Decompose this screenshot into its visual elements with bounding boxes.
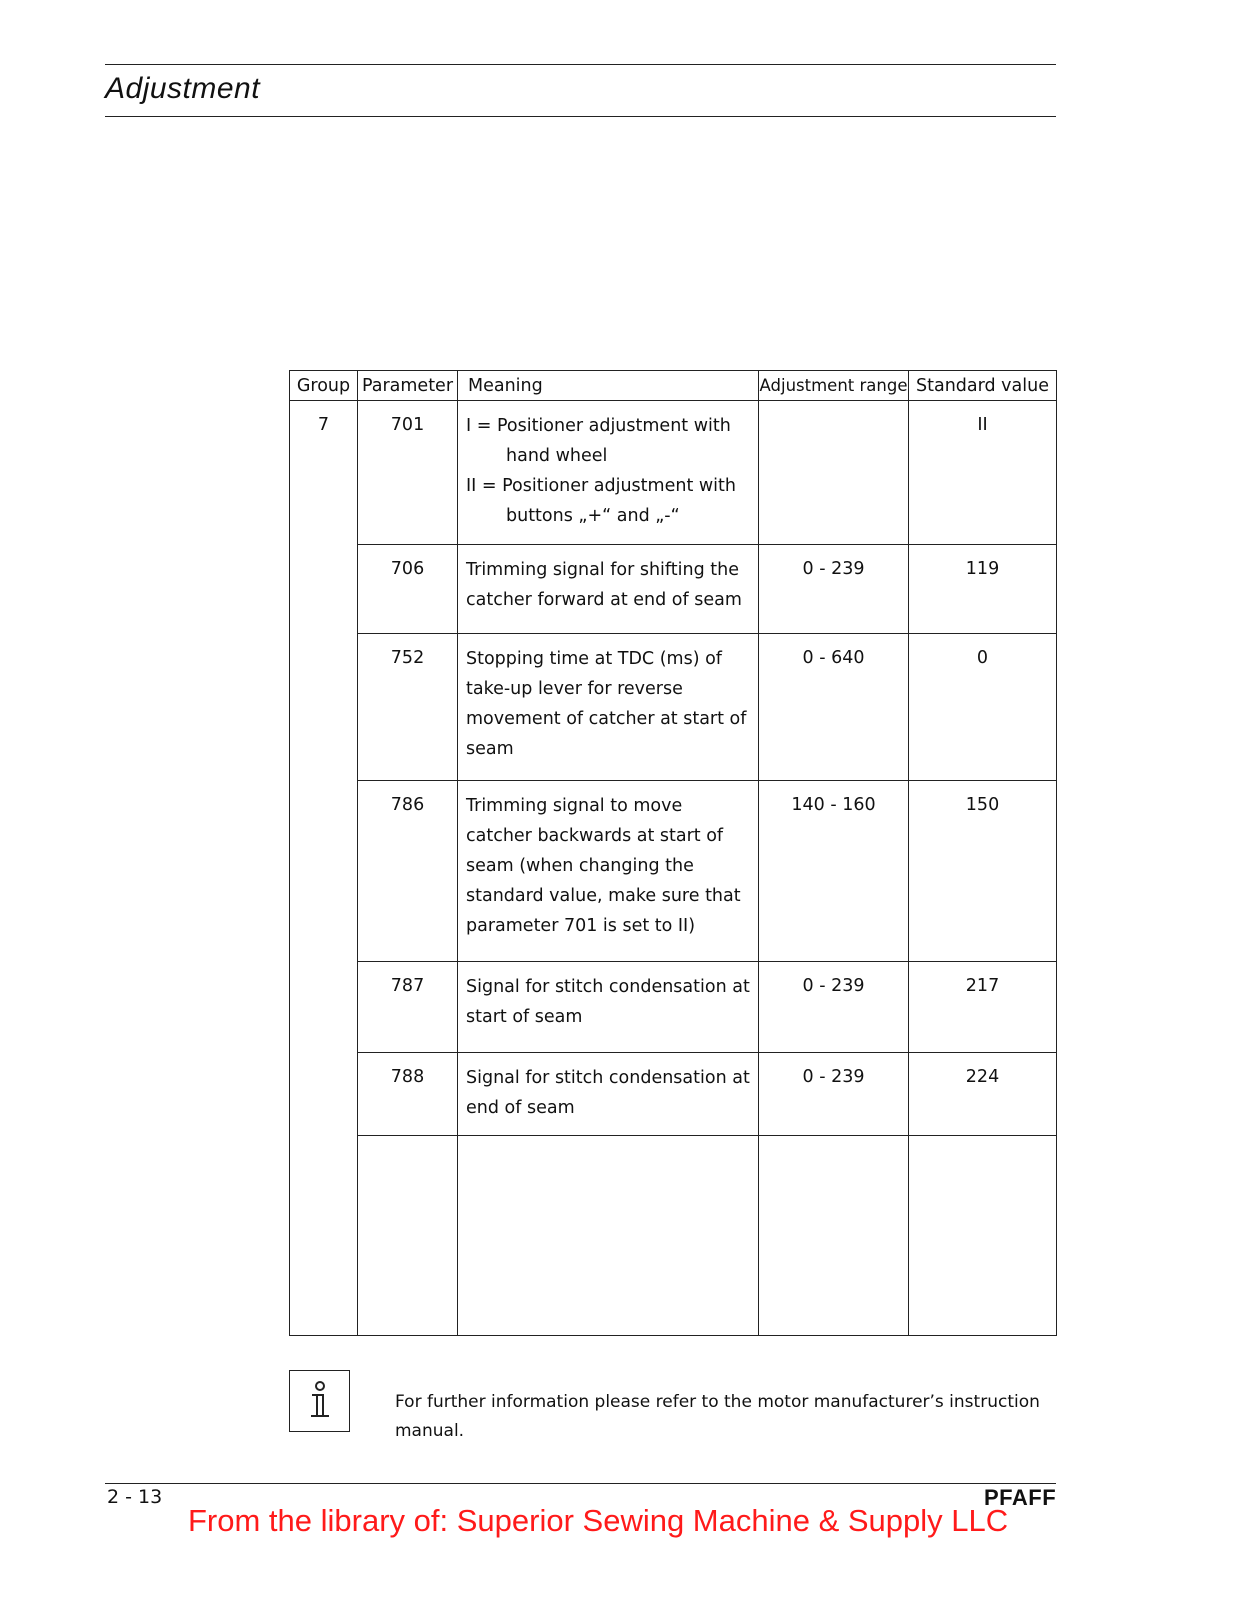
table-header-row xyxy=(290,371,1057,401)
page-number: 2 - 13 xyxy=(107,1486,163,1508)
column-header-group: Group xyxy=(290,371,358,401)
standard-value-cell: II xyxy=(909,401,1057,545)
parameter-table xyxy=(289,370,1057,1336)
library-stamp: From the library of: Superior Sewing Machine & Supply LLC xyxy=(188,1503,1009,1538)
meaning-cell: Trimming signal to move catcher backwards at start of seam (when changing the standard value, make sure that parameter 701 is set to II) xyxy=(458,781,759,962)
page-title: Adjustment xyxy=(105,72,261,105)
column-header-standard-value: Standard value xyxy=(909,371,1057,401)
range-cell xyxy=(759,401,909,545)
standard-value-cell: 217 xyxy=(909,962,1057,1053)
option-line: II = Positioner adjustment with xyxy=(466,476,736,496)
meaning-cell xyxy=(458,401,759,545)
header-bottom-rule xyxy=(105,116,1056,117)
column-header-parameter: Parameter xyxy=(358,371,458,401)
standard-value-cell: 0 xyxy=(909,634,1057,781)
empty-cell xyxy=(909,1136,1057,1336)
standard-value-cell: 119 xyxy=(909,545,1057,634)
empty-cell xyxy=(358,1136,458,1336)
footer-rule xyxy=(105,1483,1056,1484)
parameter-cell: 787 xyxy=(358,962,458,1053)
meaning-cell: Trimming signal for shifting the catcher forward at end of seam xyxy=(458,545,759,634)
parameter-cell: 786 xyxy=(358,781,458,962)
standard-value-cell: 224 xyxy=(909,1053,1057,1136)
table-row xyxy=(290,545,1057,634)
range-cell: 140 - 160 xyxy=(759,781,909,962)
empty-cell xyxy=(458,1136,759,1336)
option-line: buttons „+“ and „-“ xyxy=(506,506,680,526)
table-row xyxy=(290,401,1057,545)
info-note-text: For further information please refer to the motor manufacturer’s instruction manual. xyxy=(395,1392,1040,1441)
range-cell: 0 - 239 xyxy=(759,545,909,634)
column-header-meaning: Meaning xyxy=(458,371,759,401)
parameter-cell: 788 xyxy=(358,1053,458,1136)
empty-cell xyxy=(759,1136,909,1336)
meaning-cell: Stopping time at TDC (ms) of take-up lever for reverse movement of catcher at start of seam xyxy=(458,634,759,781)
option-line: hand wheel xyxy=(506,446,608,466)
table-row xyxy=(290,1053,1057,1136)
option-line: I = Positioner adjustment with xyxy=(466,416,731,436)
header-top-rule xyxy=(105,64,1056,65)
column-header-adjustment-range: Adjustment range xyxy=(759,371,909,401)
range-cell: 0 - 640 xyxy=(759,634,909,781)
info-icon xyxy=(289,1370,350,1432)
meaning-cell: Signal for stitch condensation at end of seam xyxy=(458,1053,759,1136)
table-row xyxy=(290,781,1057,962)
range-cell: 0 - 239 xyxy=(759,962,909,1053)
range-cell: 0 - 239 xyxy=(759,1053,909,1136)
table-row xyxy=(290,634,1057,781)
parameter-cell: 706 xyxy=(358,545,458,634)
table-row-empty xyxy=(290,1136,1057,1336)
parameter-cell: 701 xyxy=(358,401,458,545)
group-cell: 7 xyxy=(290,401,358,1336)
table-row xyxy=(290,962,1057,1053)
parameter-cell: 752 xyxy=(358,634,458,781)
brand-logo: PFAFF xyxy=(984,1485,1057,1510)
standard-value-cell: 150 xyxy=(909,781,1057,962)
meaning-cell: Signal for stitch condensation at start of seam xyxy=(458,962,759,1053)
